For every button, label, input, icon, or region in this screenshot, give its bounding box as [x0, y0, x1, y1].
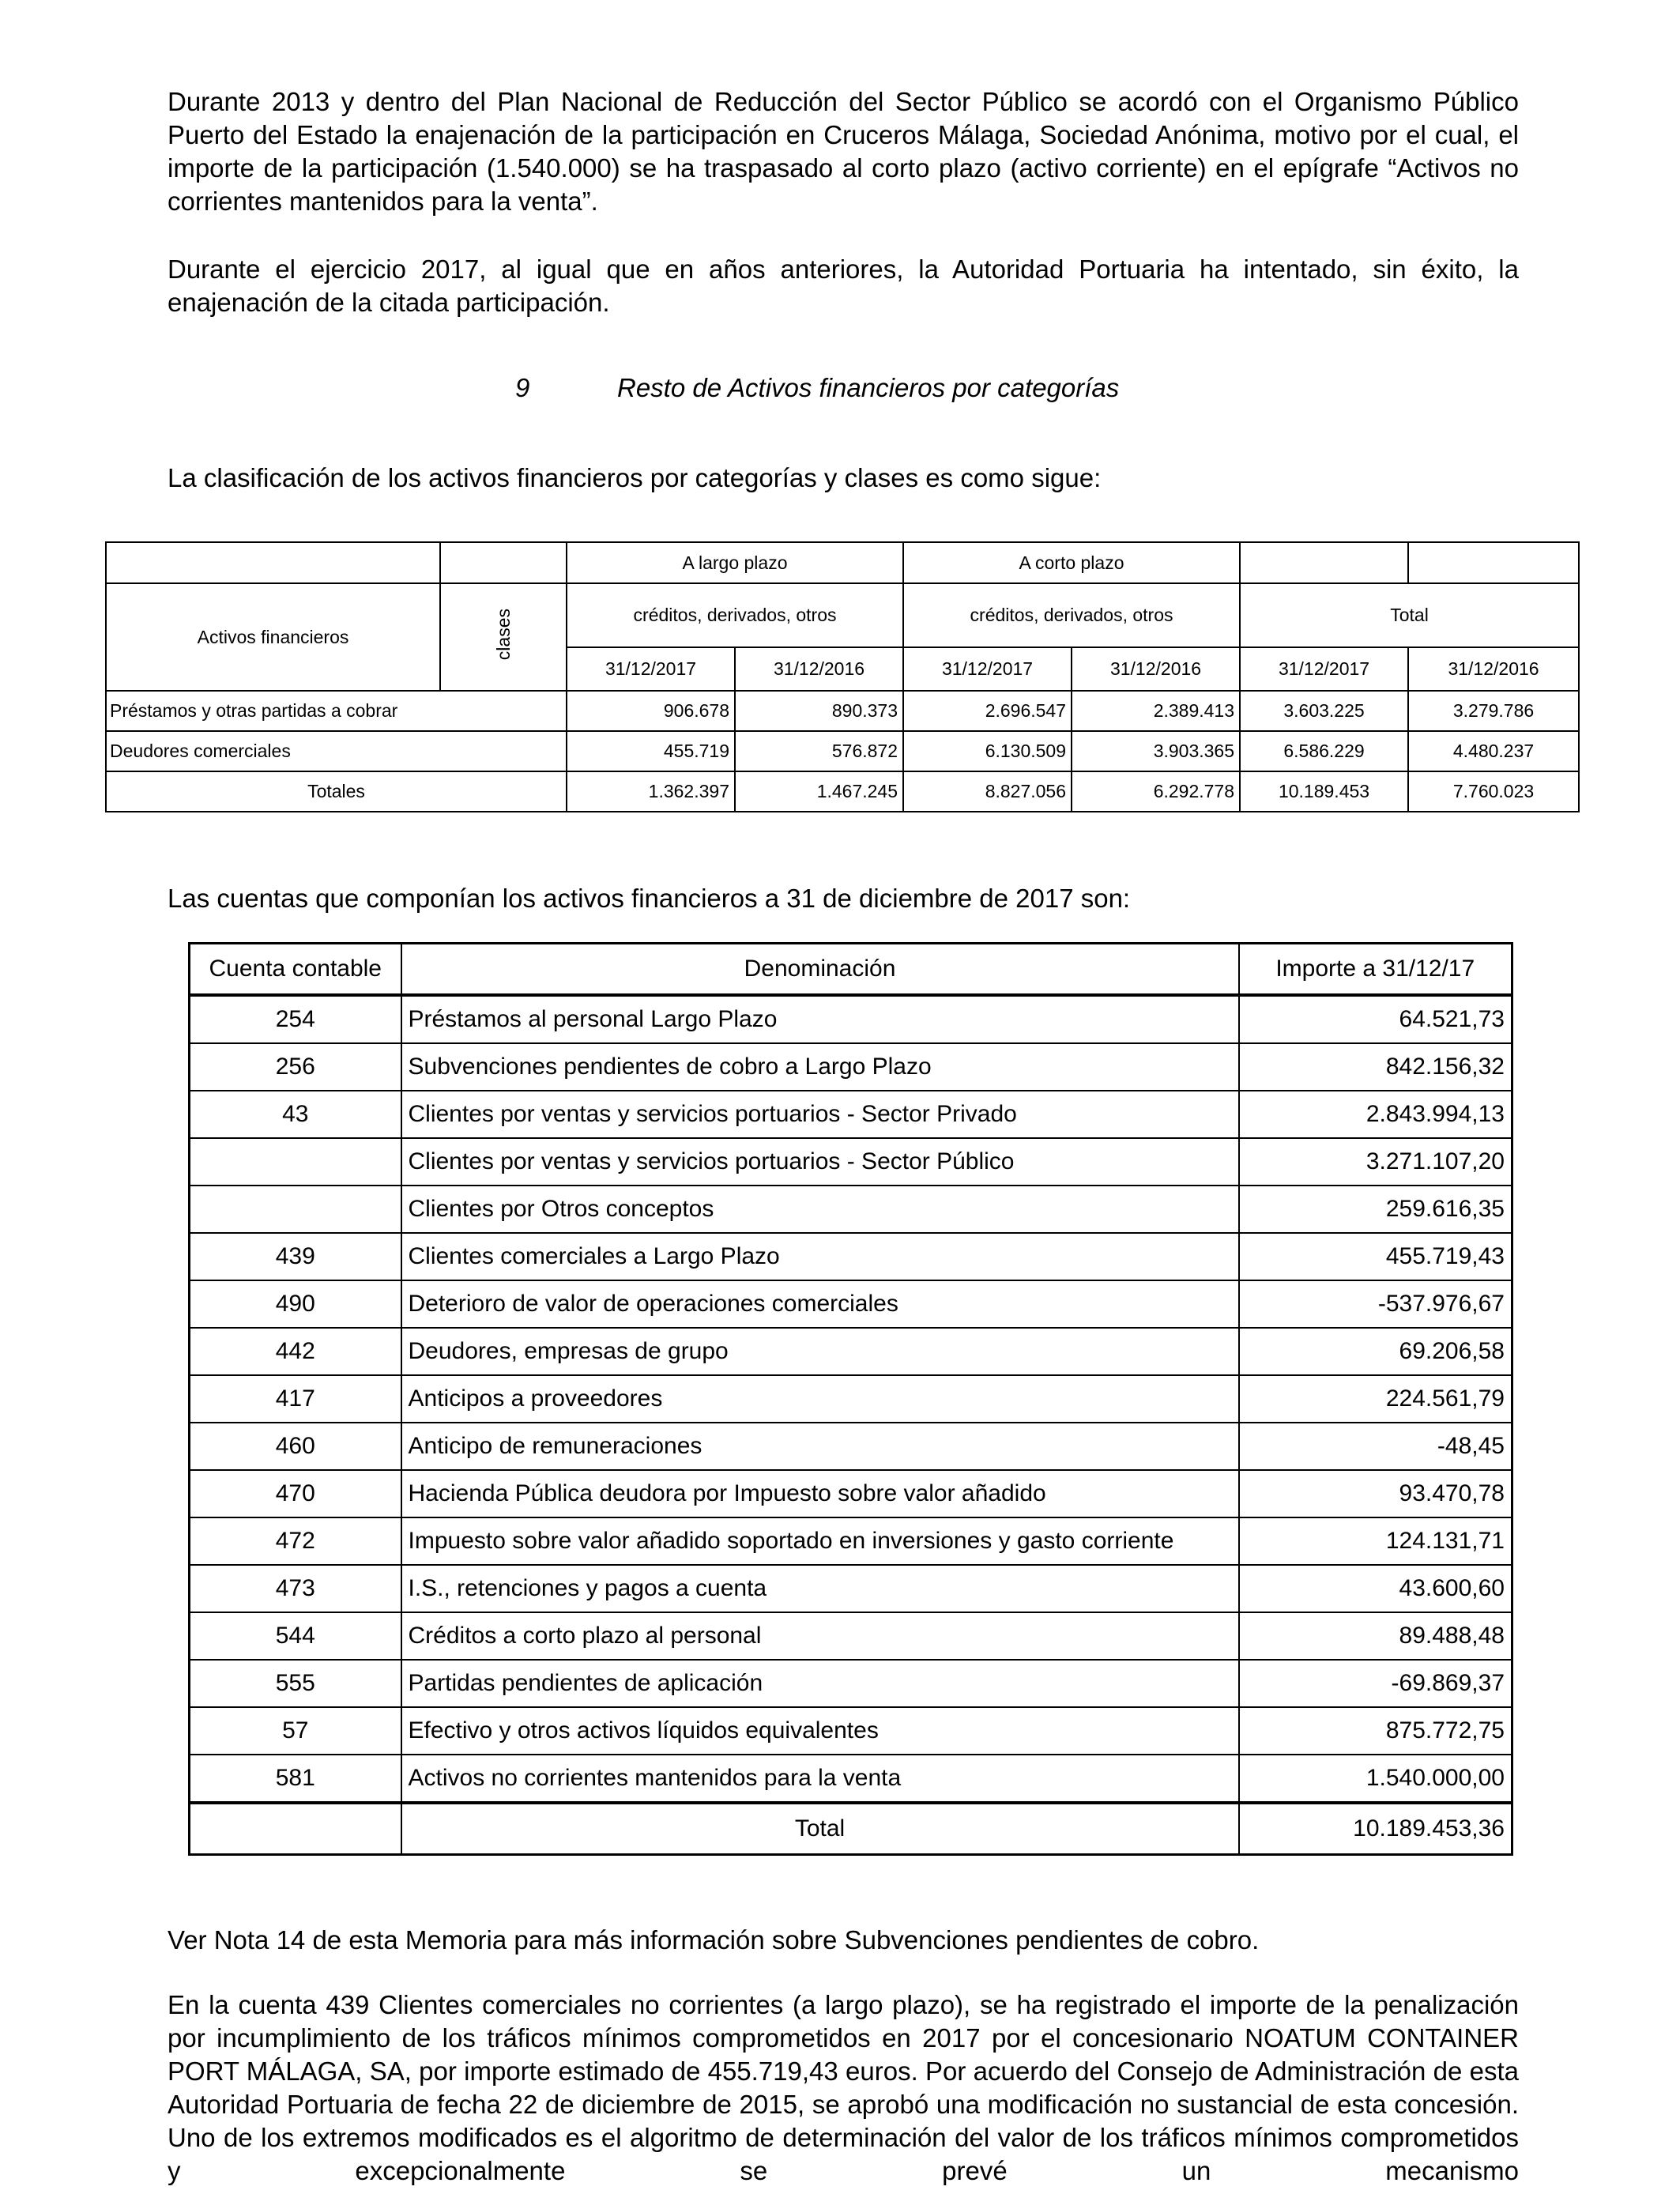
account-name: Deudores, empresas de grupo — [401, 1328, 1239, 1375]
account-amount: 43.600,60 — [1239, 1565, 1512, 1612]
account-code: 460 — [190, 1423, 401, 1470]
account-amount: 1.540.000,00 — [1239, 1755, 1512, 1803]
classification-intro: La clasificación de los activos financieros por categorías y clases es como sigue: — [168, 463, 1102, 492]
note-paragraph: Ver Nota 14 de esta Memoria para más información sobre Subvenciones pendientes de cobro. — [168, 1925, 1260, 1955]
table-row — [190, 1043, 1512, 1091]
account-amount: 124.131,71 — [1239, 1517, 1512, 1565]
table-row — [190, 1612, 1512, 1660]
accounts-table — [188, 942, 1513, 1856]
table-row — [190, 1280, 1512, 1328]
empty-cell — [190, 1803, 401, 1855]
value-cell: 890.373 — [735, 691, 903, 731]
total-cell: 1.362.397 — [567, 771, 735, 812]
header-cuenta: Cuenta contable — [190, 944, 401, 996]
table-row — [190, 1423, 1512, 1470]
date-header: 31/12/2016 — [735, 647, 903, 691]
account-amount: 875.772,75 — [1239, 1707, 1512, 1755]
accounts-body — [190, 995, 1512, 1803]
section-number: 9 — [515, 373, 530, 402]
account-amount: 842.156,32 — [1239, 1043, 1512, 1091]
date-header: 31/12/2017 — [1240, 647, 1408, 691]
table-row — [106, 731, 1579, 771]
total-cell: 8.827.056 — [903, 771, 1072, 812]
account-amount: 455.719,43 — [1239, 1233, 1512, 1280]
account-code: 470 — [190, 1470, 401, 1517]
row-label: Préstamos y otras partidas a cobrar — [106, 691, 567, 731]
subheader-short: créditos, derivados, otros — [903, 583, 1240, 647]
table-row — [190, 1233, 1512, 1280]
account-name: Clientes por ventas y servicios portuarios - Sector Privado — [401, 1091, 1239, 1138]
table-row — [190, 995, 1512, 1043]
account-amount: -537.976,67 — [1239, 1280, 1512, 1328]
account-name: Hacienda Pública deudora por Impuesto sobre valor añadido — [401, 1470, 1239, 1517]
classification-table — [105, 541, 1580, 812]
total-cell: 7.760.023 — [1408, 771, 1579, 812]
header-importe: Importe a 31/12/17 — [1239, 944, 1512, 996]
account-amount: 69.206,58 — [1239, 1328, 1512, 1375]
value-cell: 6.130.509 — [903, 731, 1072, 771]
total-cell: 6.292.778 — [1072, 771, 1240, 812]
date-header: 31/12/2016 — [1072, 647, 1240, 691]
table-row — [190, 1186, 1512, 1233]
totals-label: Totales — [106, 771, 567, 812]
account-name: Subvenciones pendientes de cobro a Largo Plazo — [401, 1043, 1239, 1091]
account-name: I.S., retenciones y pagos a cuenta — [401, 1565, 1239, 1612]
empty-cell — [440, 542, 567, 583]
account-amount: 3.271.107,20 — [1239, 1138, 1512, 1186]
account-amount: 93.470,78 — [1239, 1470, 1512, 1517]
table-row — [190, 1328, 1512, 1375]
table-row — [190, 1755, 1512, 1803]
account-code: 581 — [190, 1755, 401, 1803]
totals-row — [106, 771, 1579, 812]
accounts-intro: Las cuentas que componían los activos financieros a 31 de diciembre de 2017 son: — [168, 884, 1131, 913]
empty-cell — [1408, 542, 1579, 583]
table-row — [190, 1660, 1512, 1707]
account-amount: 2.843.994,13 — [1239, 1091, 1512, 1138]
penalty-paragraph: En la cuenta 439 Clientes comerciales no corrientes (a largo plazo), se ha registrado el importe de la penalización por incumplimiento de los tráficos mínimos comprometidos en 2017 por el concesionario NOATUM CONTAINER PORT MÁLAGA, SA, por importe estimado de 455.719,43 euros. Por acuerdo del Consejo de Administración de esta Autoridad Portuaria de fecha 22 de diciembre de 2015, se aprobó una modificación no sustancial de esta concesión. Uno de los extremos modificados es el algoritmo de determinación del valor de los tráficos mínimos comprometidos y excepcionalmente se prevé un mecanismo — [168, 1990, 1519, 2185]
value-cell: 576.872 — [735, 731, 903, 771]
date-header: 31/12/2016 — [1408, 647, 1579, 691]
value-cell: 3.279.786 — [1408, 691, 1579, 731]
account-name: Deterioro de valor de operaciones comerciales — [401, 1280, 1239, 1328]
account-amount: 224.561,79 — [1239, 1375, 1512, 1423]
intro-paragraph-1: Durante 2013 y dentro del Plan Nacional de Reducción del Sector Público se acordó con el Organismo Público Puerto del Estado la enajenación de la participación en Cruceros Málaga, Sociedad Anónima, motivo por el cual, el importe de la participación (1.540.000) se ha traspasado al corto plazo (activo corriente) en el epígrafe “Activos no corrientes mantenidos para la venta”. — [168, 87, 1519, 216]
value-cell: 4.480.237 — [1408, 731, 1579, 771]
group-long-term: A largo plazo — [567, 542, 903, 583]
account-code: 442 — [190, 1328, 401, 1375]
account-code: 417 — [190, 1375, 401, 1423]
intro-paragraph-2: Durante el ejercicio 2017, al igual que en años anteriores, la Autoridad Portuaria ha intentado, sin éxito, la enajenación de la citada participación. — [168, 254, 1519, 317]
table-row — [190, 1470, 1512, 1517]
table-row — [190, 1138, 1512, 1186]
table-row — [106, 691, 1579, 731]
value-cell: 3.903.365 — [1072, 731, 1240, 771]
section-title: Resto de Activos financieros por categorías — [617, 373, 1120, 402]
total-cell: 1.467.245 — [735, 771, 903, 812]
account-code: 43 — [190, 1091, 401, 1138]
account-name: Partidas pendientes de aplicación — [401, 1660, 1239, 1707]
clases-cell — [440, 583, 567, 691]
account-name: Anticipos a proveedores — [401, 1375, 1239, 1423]
table-row — [190, 1091, 1512, 1138]
subheader-total: Total — [1240, 583, 1579, 647]
total-cell: 10.189.453 — [1240, 771, 1408, 812]
account-name: Clientes por ventas y servicios portuarios - Sector Público — [401, 1138, 1239, 1186]
account-name: Efectivo y otros activos líquidos equivalentes — [401, 1707, 1239, 1755]
subheader-long: créditos, derivados, otros — [567, 583, 903, 647]
group-short-term: A corto plazo — [903, 542, 1240, 583]
account-code — [190, 1186, 401, 1233]
account-name: Créditos a corto plazo al personal — [401, 1612, 1239, 1660]
account-code: 555 — [190, 1660, 401, 1707]
account-code: 254 — [190, 995, 401, 1043]
table-row — [190, 1707, 1512, 1755]
date-header: 31/12/2017 — [567, 647, 735, 691]
account-name: Clientes por Otros conceptos — [401, 1186, 1239, 1233]
table-row — [190, 1565, 1512, 1612]
value-cell: 455.719 — [567, 731, 735, 771]
account-code: 473 — [190, 1565, 401, 1612]
account-amount: 64.521,73 — [1239, 995, 1512, 1043]
account-code: 472 — [190, 1517, 401, 1565]
account-name: Préstamos al personal Largo Plazo — [401, 995, 1239, 1043]
value-cell: 2.389.413 — [1072, 691, 1240, 731]
account-name: Clientes comerciales a Largo Plazo — [401, 1233, 1239, 1280]
account-code: 57 — [190, 1707, 401, 1755]
account-amount: -69.869,37 — [1239, 1660, 1512, 1707]
account-name: Activos no corrientes mantenidos para la venta — [401, 1755, 1239, 1803]
table-row — [190, 1517, 1512, 1565]
empty-cell — [106, 542, 440, 583]
account-code: 544 — [190, 1612, 401, 1660]
row-header-activos: Activos financieros — [106, 583, 440, 691]
account-amount: 89.488,48 — [1239, 1612, 1512, 1660]
account-code: 256 — [190, 1043, 401, 1091]
value-cell: 6.586.229 — [1240, 731, 1408, 771]
account-name: Impuesto sobre valor añadido soportado en inversiones y gasto corriente — [401, 1517, 1239, 1565]
table-row — [190, 1375, 1512, 1423]
account-amount: 259.616,35 — [1239, 1186, 1512, 1233]
header-denominacion: Denominación — [401, 944, 1239, 996]
account-code: 439 — [190, 1233, 401, 1280]
total-amount: 10.189.453,36 — [1239, 1803, 1512, 1855]
clases-label: clases — [492, 609, 514, 661]
total-label: Total — [401, 1803, 1239, 1855]
empty-cell — [1240, 542, 1408, 583]
account-code — [190, 1138, 401, 1186]
value-cell: 2.696.547 — [903, 691, 1072, 731]
account-name: Anticipo de remuneraciones — [401, 1423, 1239, 1470]
row-label: Deudores comerciales — [106, 731, 567, 771]
value-cell: 3.603.225 — [1240, 691, 1408, 731]
date-header: 31/12/2017 — [903, 647, 1072, 691]
account-amount: -48,45 — [1239, 1423, 1512, 1470]
value-cell: 906.678 — [567, 691, 735, 731]
account-code: 490 — [190, 1280, 401, 1328]
